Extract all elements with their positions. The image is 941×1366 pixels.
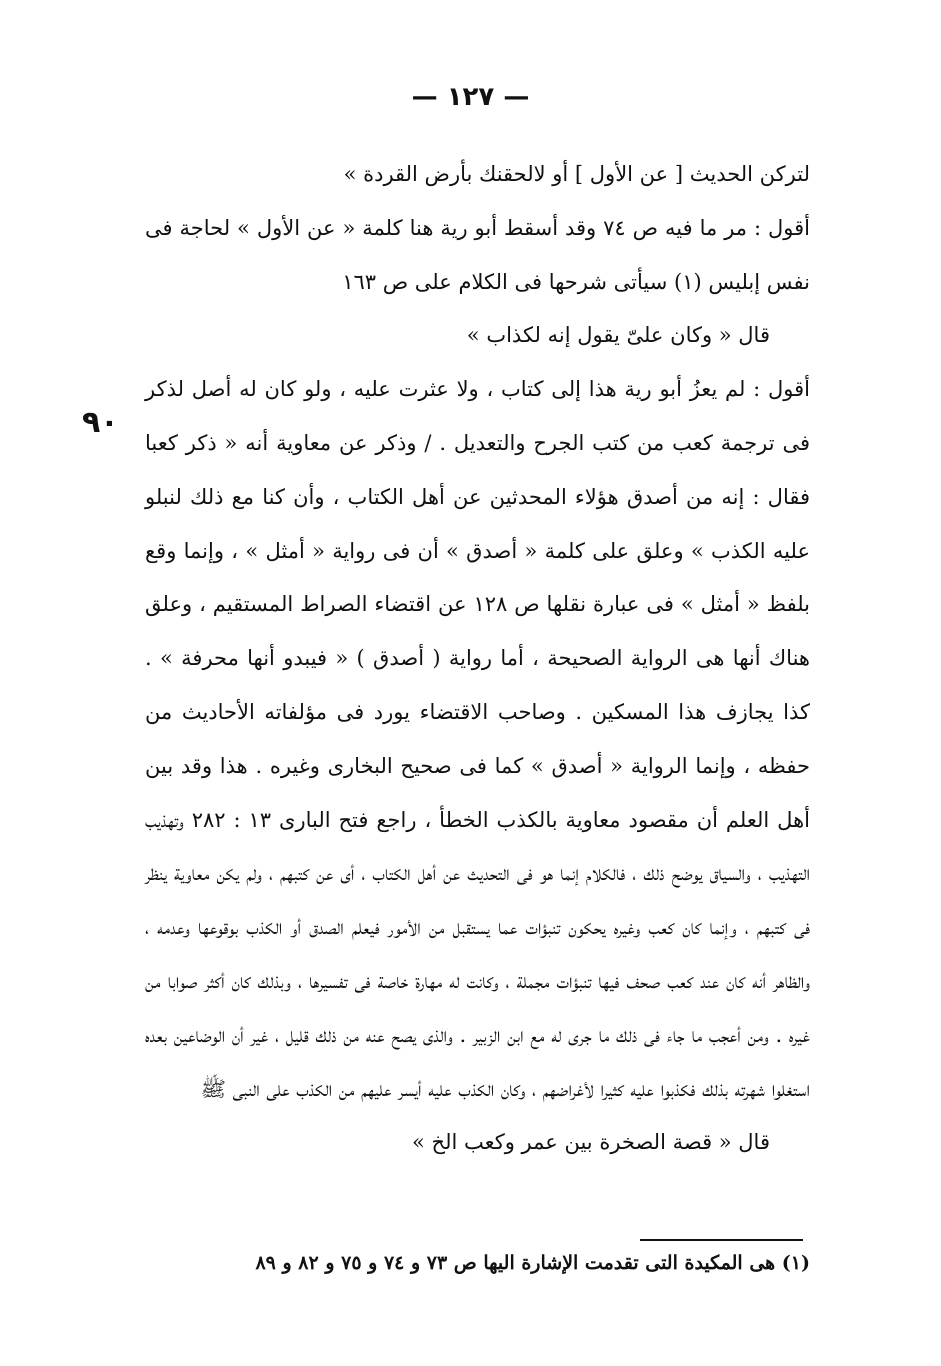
paragraph-1: لتركن الحديث [ عن الأول ] أو لالحقنك بأرض القردة » — [343, 162, 810, 186]
paragraph-4: أقول : لم يعزُ أبو رية هذا إلى كتاب ، ولا عثرت عليه ، ولو كان له أصل لذكر فى ترجمة كعب من كتب الجرح والتعديل . / وذكر عن معاوية أنه « ذكر كعبا فقال : إنه من أصدق هؤلاء المحدثين عن أهل الكتاب ، وأن كنا مع ذلك لنبلو عليه الكذب » وعلق على كلمة « أصدق » أن فى رواية « أمثل » ، وإنما وقع بلفظ « أمثل » فى عبارة نقلها ص ١٢٨ عن اقتضاء الصراط المستقيم ، وعلق هناك أنها هى الرواية الصحيحة ، أما رواية ( أصدق ) « فيبدو أنها محرفة » . كذا يجازف هذا المسكين . وصاحب الاقتضاء يورد فى مؤلفاته الأحاديث من حفظه ، وإنما الرواية « أصدق » كما فى صحيح البخارى وغيره . هذا وقد بين أهل العلم أن مقصود معاوية بالكذب الخطأ ، راجع فتح البارى ١٣ : ٢٨٢ وتهذيب التهذيب ، والسياق يوضح ذلك ، فالكلام إنما هو فى التحديث عن أهل الكتاب ، أى عن كتبهم ، ولم يكن معاوية ينظر فى كتبهم ، وإنما كان كعب وغيره يحكون تنبؤات عما يستقبل من الأمور فيعلم الصدق أو الكذب بوقوعها وعدمه ، والظاهر أنه كان عند كعب صحف فيها تنبؤات مجملة ، وكانت له مهارة خاصة فى تفسيرها ، وبذلك كان أكثر صوابا من غيره . ومن أعجب ما جاء فى ذلك ما جرى له مع ابن الزبير . والذى يصح عنه من ذلك قليل ، غير أن الوضاعين بعده استغلوا شهرته بذلك فكذبوا عليه كثيرا لأغراضهم ، وكان الكذب عليه أيسر عليهم من الكذب على النبى ﷺ — [145, 377, 811, 1101]
footnote-divider — [640, 1239, 803, 1241]
paragraph-3: قال « وكان علىّ يقول إنه لكذاب » — [466, 323, 770, 348]
body-text — [145, 148, 810, 1170]
paragraph-2: أقول : مر ما فيه ص ٧٤ وقد أسقط أبو رية هنا كلمة « عن الأول » لحاجة فى نفس إبليس (١) سيأتى شرحها فى الكلام على ص ١٦٣ — [145, 215, 810, 294]
margin-number: ٩٠ — [82, 405, 119, 440]
footnote: (١) هى المكيدة التى تقدمت الإشارة اليها ص ٧٣ و ٧٤ و ٧٥ و ٨٢ و ٨٩ — [255, 1252, 810, 1274]
paragraph-5: قال « قصة الصخرة بين عمر وكعب الخ » — [412, 1130, 770, 1155]
page-number: — ١٢٧ — — [411, 82, 530, 112]
